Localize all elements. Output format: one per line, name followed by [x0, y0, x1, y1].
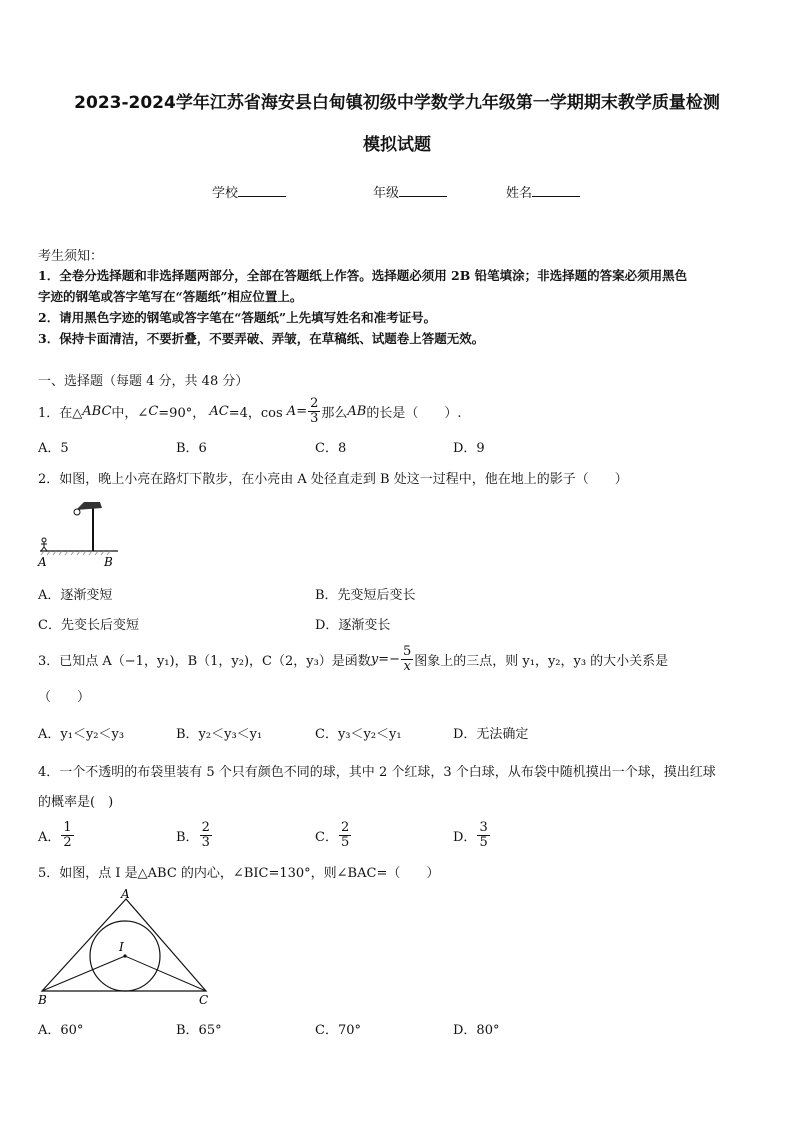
q1-option-a[interactable]: A．5: [38, 441, 69, 456]
q2-option-c[interactable]: C．先变长后变短: [38, 618, 139, 633]
q4-option-c-label: C．: [315, 829, 338, 845]
q1-triangle: ABC: [82, 403, 112, 419]
name-blank[interactable]: [532, 184, 580, 197]
name-label: 姓名: [506, 186, 533, 201]
q2-option-a[interactable]: A．逐渐变短: [38, 588, 113, 603]
label-b: B: [38, 993, 47, 1007]
label-a: A: [38, 555, 47, 569]
segment-bi: [42, 956, 125, 991]
label-a: A: [121, 887, 130, 901]
q5-option-d[interactable]: D．80°: [453, 1023, 500, 1038]
q3-option-d[interactable]: D．无法确定: [453, 727, 529, 742]
school-field[interactable]: [212, 182, 286, 201]
segment-ci: [125, 956, 206, 991]
q1-mid1: 中，∠: [111, 405, 149, 421]
q4-option-b-label: B．: [176, 829, 199, 845]
triangle-incircle-figure: [34, 885, 218, 1007]
q2-option-b[interactable]: B．先变短后变长: [315, 588, 416, 603]
grade-blank[interactable]: [399, 184, 447, 197]
q4-option-a-num: 1: [63, 819, 72, 835]
q3-option-a[interactable]: A．y₁＜y₂＜y₃: [38, 727, 125, 742]
q3-func-lhs: y: [370, 651, 379, 667]
q4-option-c[interactable]: [315, 816, 352, 854]
q4-option-a-label: A．: [38, 829, 61, 845]
grade-label: 年级: [373, 186, 400, 201]
q1-option-d[interactable]: D．9: [453, 441, 485, 456]
q4-option-b-den: 3: [201, 834, 210, 850]
point-i: [123, 954, 126, 957]
q5-option-a[interactable]: A．60°: [38, 1023, 84, 1038]
q2-option-d[interactable]: D．逐渐变长: [315, 618, 391, 633]
label-b: B: [104, 555, 113, 569]
question-2: 2．如图，晚上小亮在路灯下散步，在小亮由 A 处径直走到 B 处这一过程中，他在地上的影子（ ）: [38, 472, 628, 487]
question-1: [38, 393, 461, 429]
grade-field[interactable]: [373, 182, 447, 201]
label-i: I: [119, 940, 124, 954]
lamp-head-icon: [76, 502, 102, 510]
q3-frac-den: x: [403, 658, 411, 674]
lamp-bulb-icon: [74, 509, 80, 515]
notice-heading: 考生须知：: [38, 249, 104, 264]
triangle-abc: [42, 899, 206, 991]
q4-option-a[interactable]: [38, 816, 75, 854]
section-heading: 一、选择题（每题 4 分，共 48 分）: [38, 374, 249, 389]
q1-mid3: =4，cos: [228, 405, 283, 421]
q5-option-c[interactable]: C．70°: [315, 1023, 361, 1038]
question-3: [38, 640, 668, 678]
q3-func-eq: =−: [378, 651, 400, 667]
q1-option-b[interactable]: B．6: [176, 441, 207, 456]
q3-option-c[interactable]: C．y₃＜y₂＜y₁: [315, 727, 402, 742]
question-5: 5．如图，点 I 是△ABC 的内心，∠BIC=130°，则∠BAC=（ ）: [38, 866, 440, 881]
streetlight-figure: [36, 494, 122, 570]
q3-option-b[interactable]: B．y₂＜y₃＜y₁: [176, 727, 263, 742]
person-icon: [41, 538, 47, 551]
q3-frac-num: 5: [402, 643, 412, 659]
q4-option-b[interactable]: [176, 816, 213, 854]
q5-option-b[interactable]: B．65°: [176, 1023, 222, 1038]
q1-frac-den: 3: [310, 410, 319, 426]
label-c: C: [199, 993, 209, 1007]
question-4-line-1: 4．一个不透明的布袋里装有 5 个只有颜色不同的球，其中 2 个红球，3 个白球，从布袋中随机摸出一个球，摸出红球: [38, 765, 716, 780]
title-line-1: 2023-2024学年江苏省海安县白甸镇初级中学数学九年级第一学期期末教学质量检测: [74, 93, 720, 113]
title-line-2: 模拟试题: [363, 135, 431, 155]
q1-mid4: 那么: [321, 405, 348, 421]
q3-fraction: [401, 645, 413, 673]
q4-option-c-num: 2: [340, 819, 350, 835]
q1-angle-c: C: [148, 403, 159, 419]
q1-a: A: [286, 403, 297, 419]
notice-item-1-line-2: 字迹的钢笔或答字笔写在“答题纸”相应位置上。: [38, 289, 303, 304]
q1-suffix: 的长是（ ）.: [366, 405, 462, 421]
q4-option-d-num: 3: [479, 819, 488, 835]
q4-option-d-label: D．: [453, 829, 477, 845]
q1-eq: =: [296, 403, 308, 419]
q1-ab: AB: [347, 403, 367, 419]
q1-ac: AC: [209, 403, 229, 419]
q3-pre: 3．已知点 A（−1，y₁)，B（1，y₂)，C（2，y₃）是函数: [38, 653, 371, 669]
q4-option-a-den: 2: [63, 834, 72, 850]
school-blank[interactable]: [238, 184, 286, 197]
q3-post: 图象上的三点，则 y₁，y₂，y₃ 的大小关系是: [414, 653, 669, 669]
q4-option-b-num: 2: [201, 819, 210, 835]
q1-prefix: 1．在△: [38, 405, 83, 421]
notice-item-3: 3．保持卡面清洁，不要折叠，不要弄破、弄皱，在草稿纸、试题卷上答题无效。: [38, 331, 485, 346]
q4-option-d[interactable]: [453, 816, 491, 854]
q1-frac-num: 2: [310, 395, 319, 411]
q3-line-2: （ ）: [38, 690, 91, 705]
q1-option-c[interactable]: C．8: [315, 441, 347, 456]
notice-item-1-line-1: 1．全卷分选择题和非选择题两部分，全部在答题纸上作答。选择题必须用 2B 铅笔填涂；非选择题的答案必须用黑色: [38, 268, 688, 283]
q4-option-c-den: 5: [340, 834, 350, 850]
name-field[interactable]: [506, 182, 580, 201]
q1-fraction: [308, 397, 320, 425]
school-label: 学校: [212, 186, 239, 201]
q1-mid2: =90°，: [158, 405, 206, 421]
q4-option-d-den: 5: [479, 834, 488, 850]
notice-item-2: 2．请用黑色字迹的钢笔或答字笔在“答题纸”上先填写姓名和准考证号。: [38, 310, 437, 325]
question-4-line-2: 的概率是( ): [38, 795, 114, 810]
